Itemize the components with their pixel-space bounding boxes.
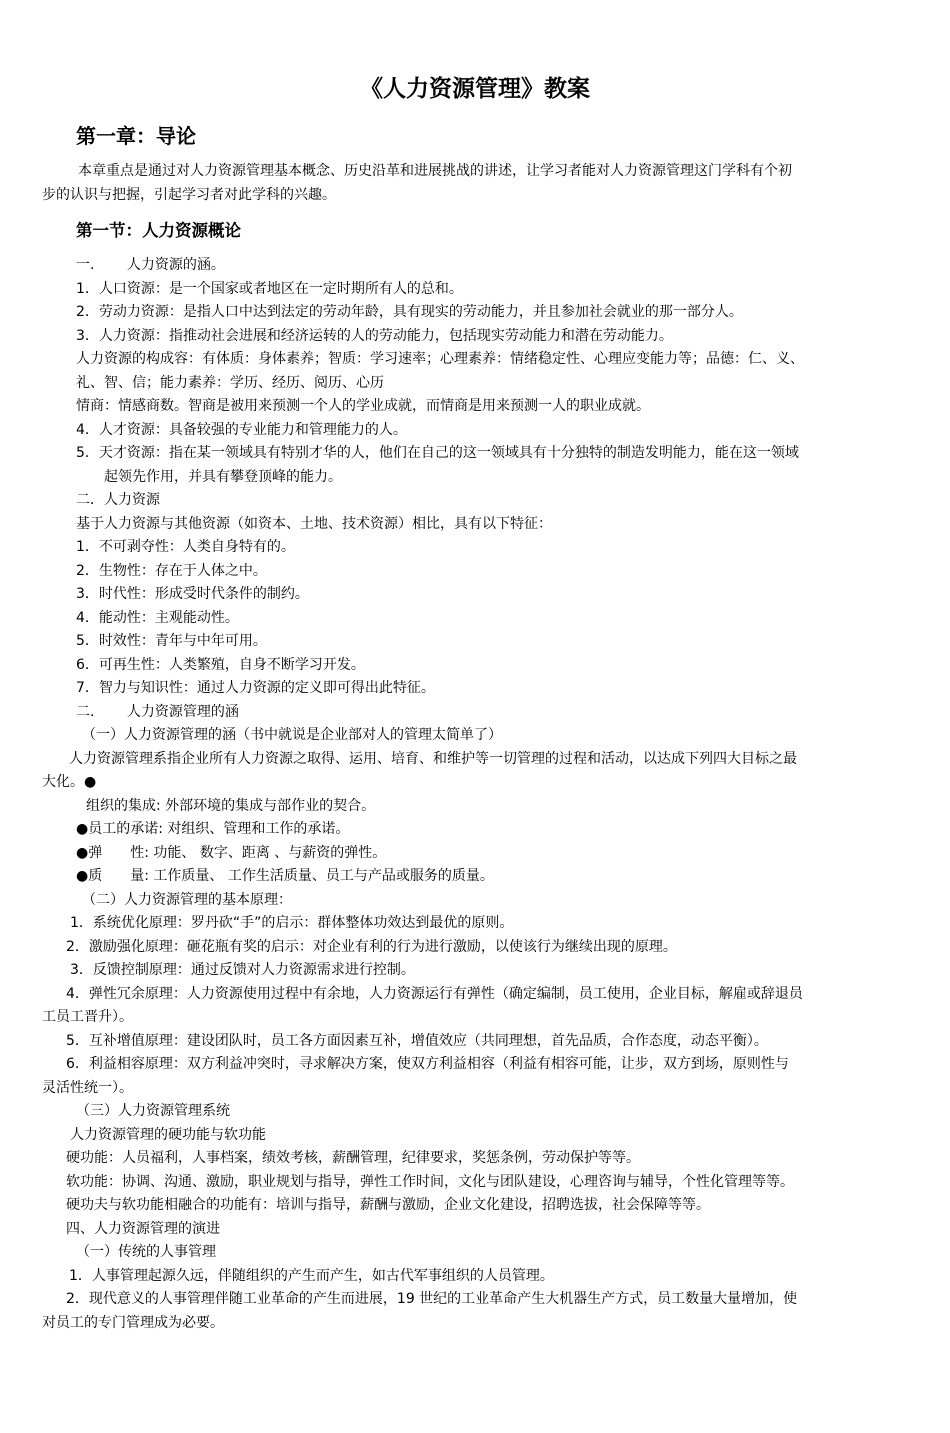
chapter-intro xyxy=(42,160,907,207)
paragraph-line: 4．人才资源：具备较强的专业能力和管理能力的人。 xyxy=(76,421,407,438)
paragraph-line: 6．利益相容原理：双方利益冲突时，寻求解决方案，使双方利益相容（利益有相容可能，让步，双方到场，原则性与 xyxy=(66,1056,789,1072)
paragraph-line: 2．现代意义的人事管理伴随工业革命的产生而进展，19 世纪的工业革命产生大机器生产方式，员工数量大量增加，使 xyxy=(66,1291,798,1307)
paragraph-line: 1．系统优化原理：罗丹砍“手”的启示：群体整体功效达到最优的原则。 xyxy=(70,915,514,931)
paragraph-line: ●弹 性: 功能、 数字、距离 、与薪资的弹性。 xyxy=(76,844,387,861)
intro-line: 本章重点是通过对人力资源管理基本概念、历史沿革和进展挑战的讲述，让学习者能对人力资源管理这门学科有个初 xyxy=(78,163,792,179)
intro-line: 步的认识与把握，引起学习者对此学科的兴趣。 xyxy=(42,186,336,203)
paragraph-line: （一）传统的人事管理 xyxy=(76,1244,216,1260)
paragraph-line: （一）人力资源管理的涵（书中就说是企业部对人的管理太简单了） xyxy=(82,727,502,743)
paragraph-line: 3．时代性：形成受时代条件的制约。 xyxy=(76,586,309,602)
paragraph-line: 基于人力资源与其他资源（如资本、土地、技术资源）相比，具有以下特征： xyxy=(76,515,552,532)
paragraph-line: 3．人力资源：指推动社会进展和经济运转的人的劳动能力，包括现实劳动能力和潜在劳动能力。 xyxy=(76,327,673,344)
paragraph-line: （二）人力资源管理的基本原理： xyxy=(82,891,292,908)
chapter-heading: 第一章：导论 xyxy=(76,124,196,148)
paragraph-line: 1．人事管理起源久远，伴随组织的产生而产生，如古代军事组织的人员管理。 xyxy=(69,1267,554,1284)
paragraph-line: 礼、智、信；能力素养：学历、经历、阅历、心历 xyxy=(76,374,384,391)
paragraph-line: 灵活性统一）。 xyxy=(42,1079,133,1096)
paragraph-line: 组织的集成: 外部环境的集成与部作业的契合。 xyxy=(86,797,376,814)
paragraph-line: 起领先作用，并具有攀登顶峰的能力。 xyxy=(104,468,342,485)
paragraph-line: 四、人力资源管理的演进 xyxy=(66,1220,220,1237)
paragraph-line: 二. 人力资源管理的涵 xyxy=(76,703,239,720)
paragraph-line: 1．人口资源：是一个国家或者地区在一定时期所有人的总和。 xyxy=(76,280,463,297)
paragraph-line: 硬功夫与软功能相融合的功能有：培训与指导，薪酬与激励，企业文化建设，招聘选拔，社会保障等等。 xyxy=(66,1197,710,1213)
paragraph-line: 1．不可剥夺性：人类自身特有的。 xyxy=(76,539,295,555)
paragraph-line: 2．劳动力资源：是指人口中达到法定的劳动年龄，具有现实的劳动能力，并且参加社会就业的那一部分人。 xyxy=(76,304,743,320)
paragraph-line: 4．能动性：主观能动性。 xyxy=(76,609,239,626)
paragraph-line: 2．生物性：存在于人体之中。 xyxy=(76,562,267,579)
paragraph-line: 软功能：协调、沟通、激励，职业规划与指导，弹性工作时间，文化与团队建设，心理咨询与辅导，个性化管理等等。 xyxy=(66,1173,794,1190)
body-text xyxy=(42,254,907,1335)
paragraph-line: 7．智力与知识性：通过人力资源的定义即可得出此特征。 xyxy=(76,680,435,696)
paragraph-line: 人力资源的构成容：有体质：身体素养；智质：学习速率；心理素养：情绪稳定性、心理应变能力等；品德：仁、义、 xyxy=(76,351,804,367)
paragraph-line: 人力资源管理系指企业所有人力资源之取得、运用、培育、和维护等一切管理的过程和活动，以达成下列四大目标之最 xyxy=(69,750,797,767)
paragraph-line: 对员工的专门管理成为必要。 xyxy=(42,1314,224,1331)
paragraph-line: ●员工的承诺: 对组织、管理和工作的承诺。 xyxy=(76,821,350,837)
paragraph-line: 4．弹性冗余原理：人力资源使用过程中有余地，人力资源运行有弹性（确定编制，员工使用，企业目标，解雇或辞退员 xyxy=(66,985,803,1002)
paragraph-line: 情商：情感商数。智商是被用来预测一个人的学业成就，而情商是用来预测一人的职业成就。 xyxy=(76,398,650,414)
paragraph-line: 5．时效性：青年与中年可用。 xyxy=(76,633,267,649)
paragraph-line: 人力资源管理的硬功能与软功能 xyxy=(70,1126,266,1143)
paragraph-line: 2．激励强化原理：砸花瓶有奖的启示：对企业有利的行为进行激励，以使该行为继续出现的原理。 xyxy=(66,938,677,955)
paragraph-line: 一. 人力资源的涵。 xyxy=(76,257,225,273)
document-title: 《人力资源管理》教案 xyxy=(360,76,590,102)
paragraph-line: 5．互补增值原理：建设团队时，员工各方面因素互补，增值效应（共同理想，首先品质，合作态度，动态平衡）。 xyxy=(66,1032,768,1049)
paragraph-line: 6．可再生性：人类繁殖，自身不断学习开发。 xyxy=(76,656,365,673)
paragraph-line: ●质 量: 工作质量、 工作生活质量、员工与产品或服务的质量。 xyxy=(76,868,494,884)
paragraph-line: 二．人力资源 xyxy=(76,492,160,508)
paragraph-line: （三）人力资源管理系统 xyxy=(76,1103,230,1119)
paragraph-line: 大化。● xyxy=(42,774,97,790)
paragraph-line: 3．反馈控制原理：通过反馈对人力资源需求进行控制。 xyxy=(70,962,415,978)
paragraph-line: 5．天才资源：指在某一领域具有特别才华的人，他们在自己的这一领域具有十分独特的制造发明能力，能在这一领域 xyxy=(76,445,799,461)
section-heading: 第一节：人力资源概论 xyxy=(76,221,241,240)
paragraph-line: 工员工晋升）。 xyxy=(42,1009,133,1025)
paragraph-line: 硬功能：人员福利，人事档案，绩效考核，薪酬管理，纪律要求，奖惩条例，劳动保护等等。 xyxy=(66,1150,640,1166)
